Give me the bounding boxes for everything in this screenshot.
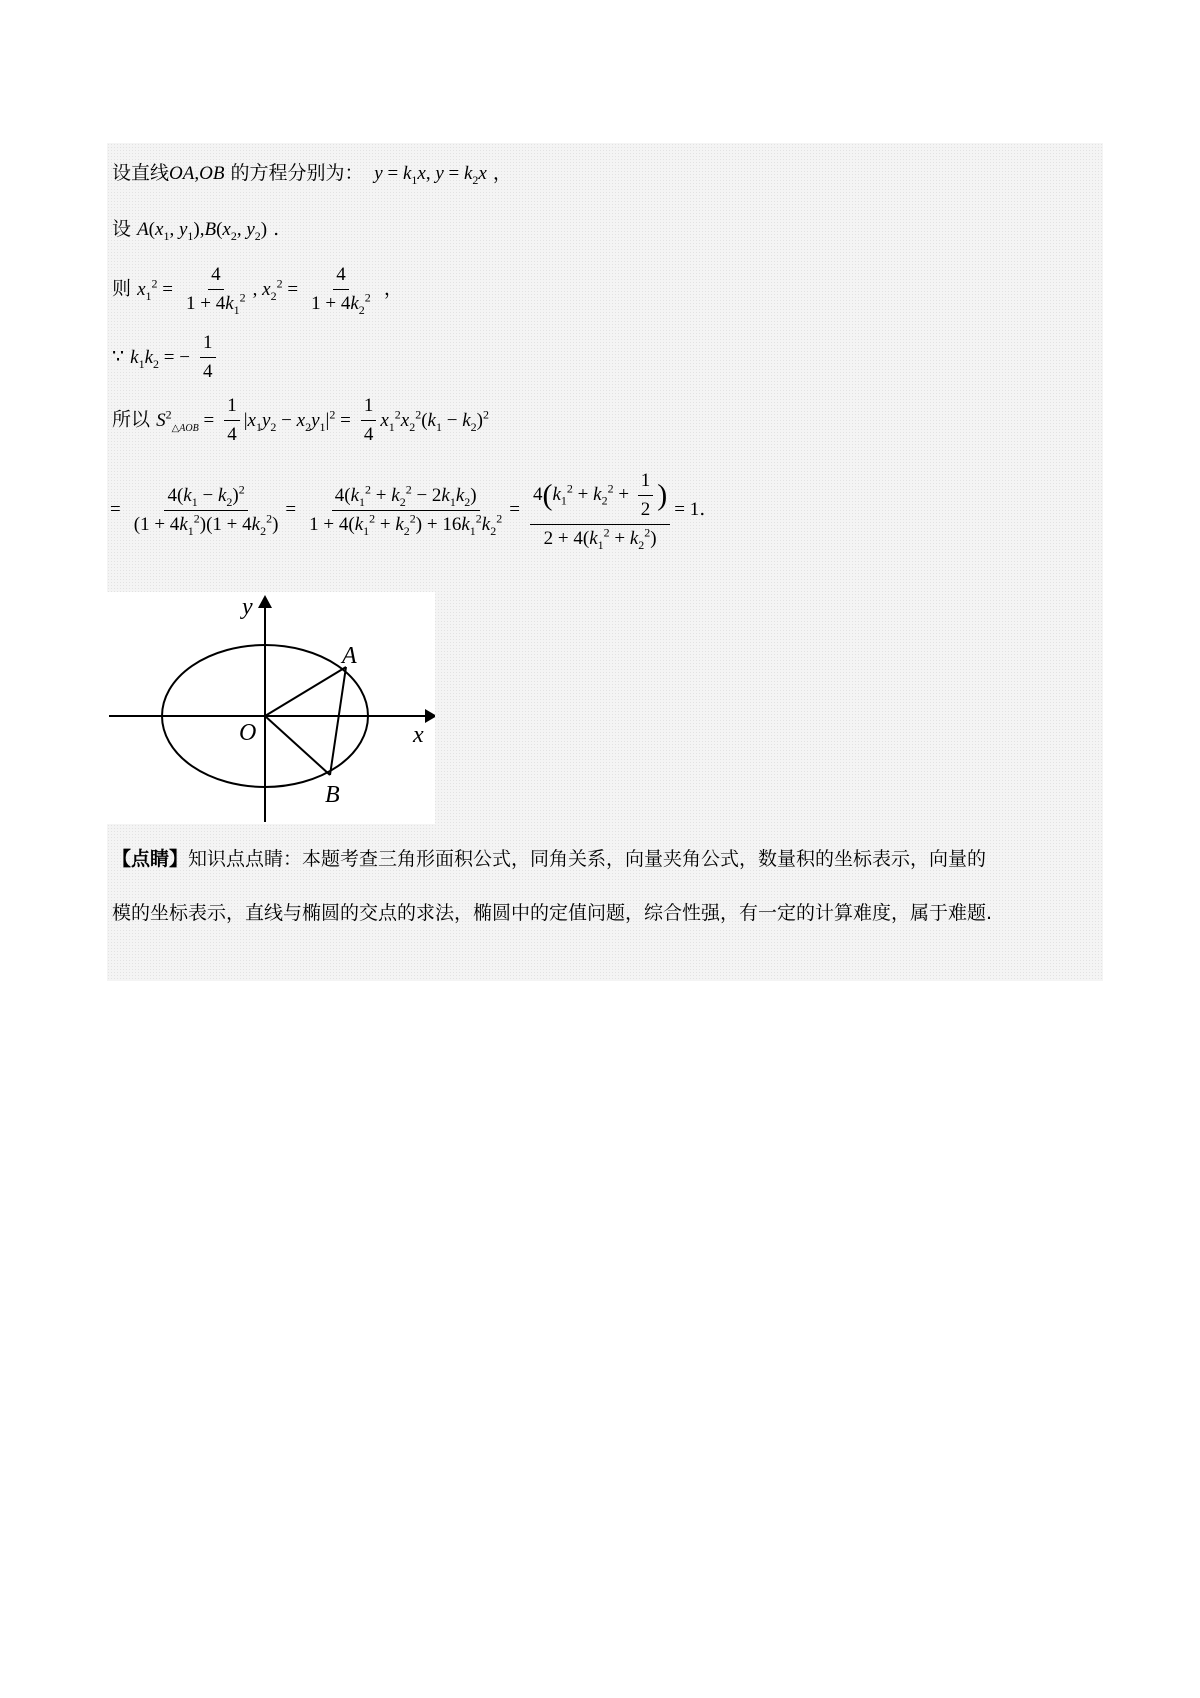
line-oa-ob-equations: 设直线OA,OB 的方程分别为： $y = k_1x$, $y = k_2x$ ， xyxy=(112,162,512,187)
note-line-2: 模的坐标表示，直线与椭圆的交点的求法，椭圆中的定值问题，综合性强，有一定的计算难度，属于难题. xyxy=(112,902,993,924)
segment-oa xyxy=(265,667,346,716)
line-area-squared: 所以 $S^2_{\triangle AOB}$ = $\frac{1}{4}$ $|x_1y_2 - x_2y_1|^2$ = $\frac{1}{4}$ $x_1^2x_2^2(k_1 - k_2)^2$ xyxy=(112,395,489,445)
ellipse-diagram xyxy=(107,592,435,824)
math-line-equations: $y = k_1x$, $y = k_2x$ xyxy=(369,163,487,187)
note-tag: 【点睛】 xyxy=(112,848,189,870)
math-oa-ob: OA xyxy=(169,163,195,184)
ellipse-figure xyxy=(107,592,435,824)
label-x: x xyxy=(413,722,424,748)
math-points: $A(x_1$, $y_1),B(x_2$, $y_2$) xyxy=(137,219,268,243)
line-final-result: = $\frac{4(k_1 - k_2)^2}{(1 + 4k_1^2)(1 + 4k_2^2)}$ = $\frac{4(k_1^2 + k_2^2 - 2k_1k_2)}{1 + 4(k_1^2 + k_2^2) + 16k_1^2k_2^2}$ = $4(k_1^2 + k_2^2$ + $\frac{1}{2}$ ) $2 + 4(k_1^2 + k_2^2)$ = 1. xyxy=(110,470,706,552)
y-axis-arrow-icon xyxy=(258,595,272,608)
text-equations-are: 的方程分别为： xyxy=(230,162,364,184)
note-line-1: 【点睛】知识点点睛：本题考查三角形面积公式，同角关系，向量夹角公式，数量积的坐标表示，向量的 xyxy=(112,848,987,870)
line-points-ab: 设 $A(x_1$, $y_1),B(x_2$, $y_2$) . xyxy=(112,218,280,243)
label-o: O xyxy=(239,720,257,746)
text-set-lines: 设直线 xyxy=(112,162,170,184)
segment-ab xyxy=(330,667,346,775)
segment-ob xyxy=(265,716,330,775)
x-axis-arrow-icon xyxy=(425,709,435,723)
label-a: A xyxy=(342,643,357,669)
label-b: B xyxy=(325,782,340,808)
line-x-squared: 则 $x_1^2$ = $\frac{4}{1 + 4k_1^2}$ , $x_2^2$ = $\frac{4}{1 + 4k_2^2}$ ， xyxy=(112,264,403,317)
label-y: y xyxy=(242,594,253,620)
line-k1k2: ∵ $k_1k_2$ = − $\frac{1}{4}$ xyxy=(112,332,220,383)
because-symbol: ∵ xyxy=(112,345,125,368)
